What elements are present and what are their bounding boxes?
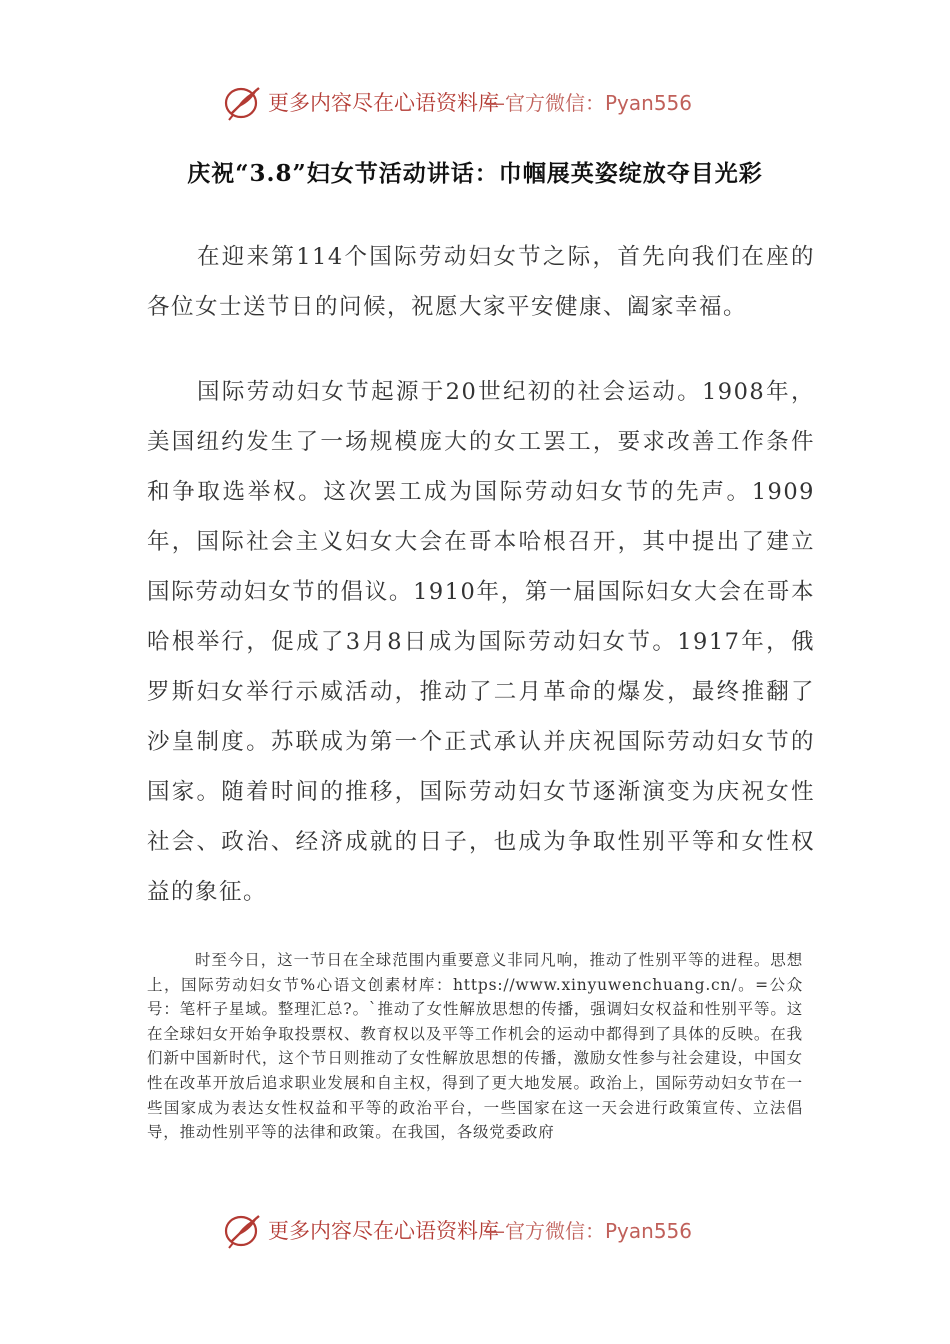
- footer-banner: [0, 1206, 950, 1256]
- paragraph-history: 国际劳动妇女节起源于20世纪初的社会运动。1908年，美国纽约发生了一场规模庞大的女工罢工，要求改善工作条件和争取选举权。这次罢工成为国际劳动妇女节的先声。1909年，国际社会主义妇女大会在哥本哈根召开，其中提出了建立国际劳动妇女节的倡议。1910年，第一届国际妇女大会在哥本哈根举行，促成了3月8日成为国际劳动妇女节。1917年，俄罗斯妇女举行示威活动，推动了二月革命的爆发，最终推翻了沙皇制度。苏联成为第一个正式承认并庆祝国际劳动妇女节的国家。随着时间的推移，国际劳动妇女节逐渐演变为庆祝女性社会、政治、经济成就的日子，也成为争取性别平等和女性权益的象征。: [147, 379, 815, 905]
- brand-text: 更多内容尽在心语资料库: [268, 1219, 499, 1243]
- feather-pen-icon: [223, 1212, 263, 1250]
- header-banner: [0, 78, 950, 128]
- feather-pen-icon: [223, 84, 263, 122]
- paragraph-greeting: 在迎来第114个国际劳动妇女节之际，首先向我们在座的各位女士送节日的问候，祝愿大家平安健康、阖家幸福。: [147, 244, 815, 320]
- wechat-contact: —官方微信：Pyan556: [485, 1219, 693, 1243]
- brand-text: 更多内容尽在心语资料库: [268, 91, 499, 115]
- paragraph-significance: 时至今日，这一节日在全球范围内重要意义非同凡响，推动了性别平等的进程。思想上，国际劳动妇女节%心语文创素材库：https://www.xinyuwenchuang.cn/。=公众号：笔杆子星域。整理汇总?。`推动了女性解放思想的传播，强调妇女权益和性别平等。这在全球妇女开始争取投票权、教育权以及平等工作机会的运动中都得到了具体的反映。在我们新中国新时代，这个节日则推动了女性解放思想的传播，激励女性参与社会建设，中国女性在改革开放后追求职业发展和自主权，得到了更大地发展。政治上，国际劳动妇女节在一些国家成为表达女性权益和平等的政治平台，一些国家在这一天会进行政策宣传、立法倡导，推动性别平等的法律和政策。在我国，各级党委政府: [147, 951, 803, 1142]
- wechat-contact: —官方微信：Pyan556: [485, 91, 693, 115]
- document-title: 庆祝“3.8”妇女节活动讲话：巾帼展英姿绽放夺目光彩: [187, 160, 763, 187]
